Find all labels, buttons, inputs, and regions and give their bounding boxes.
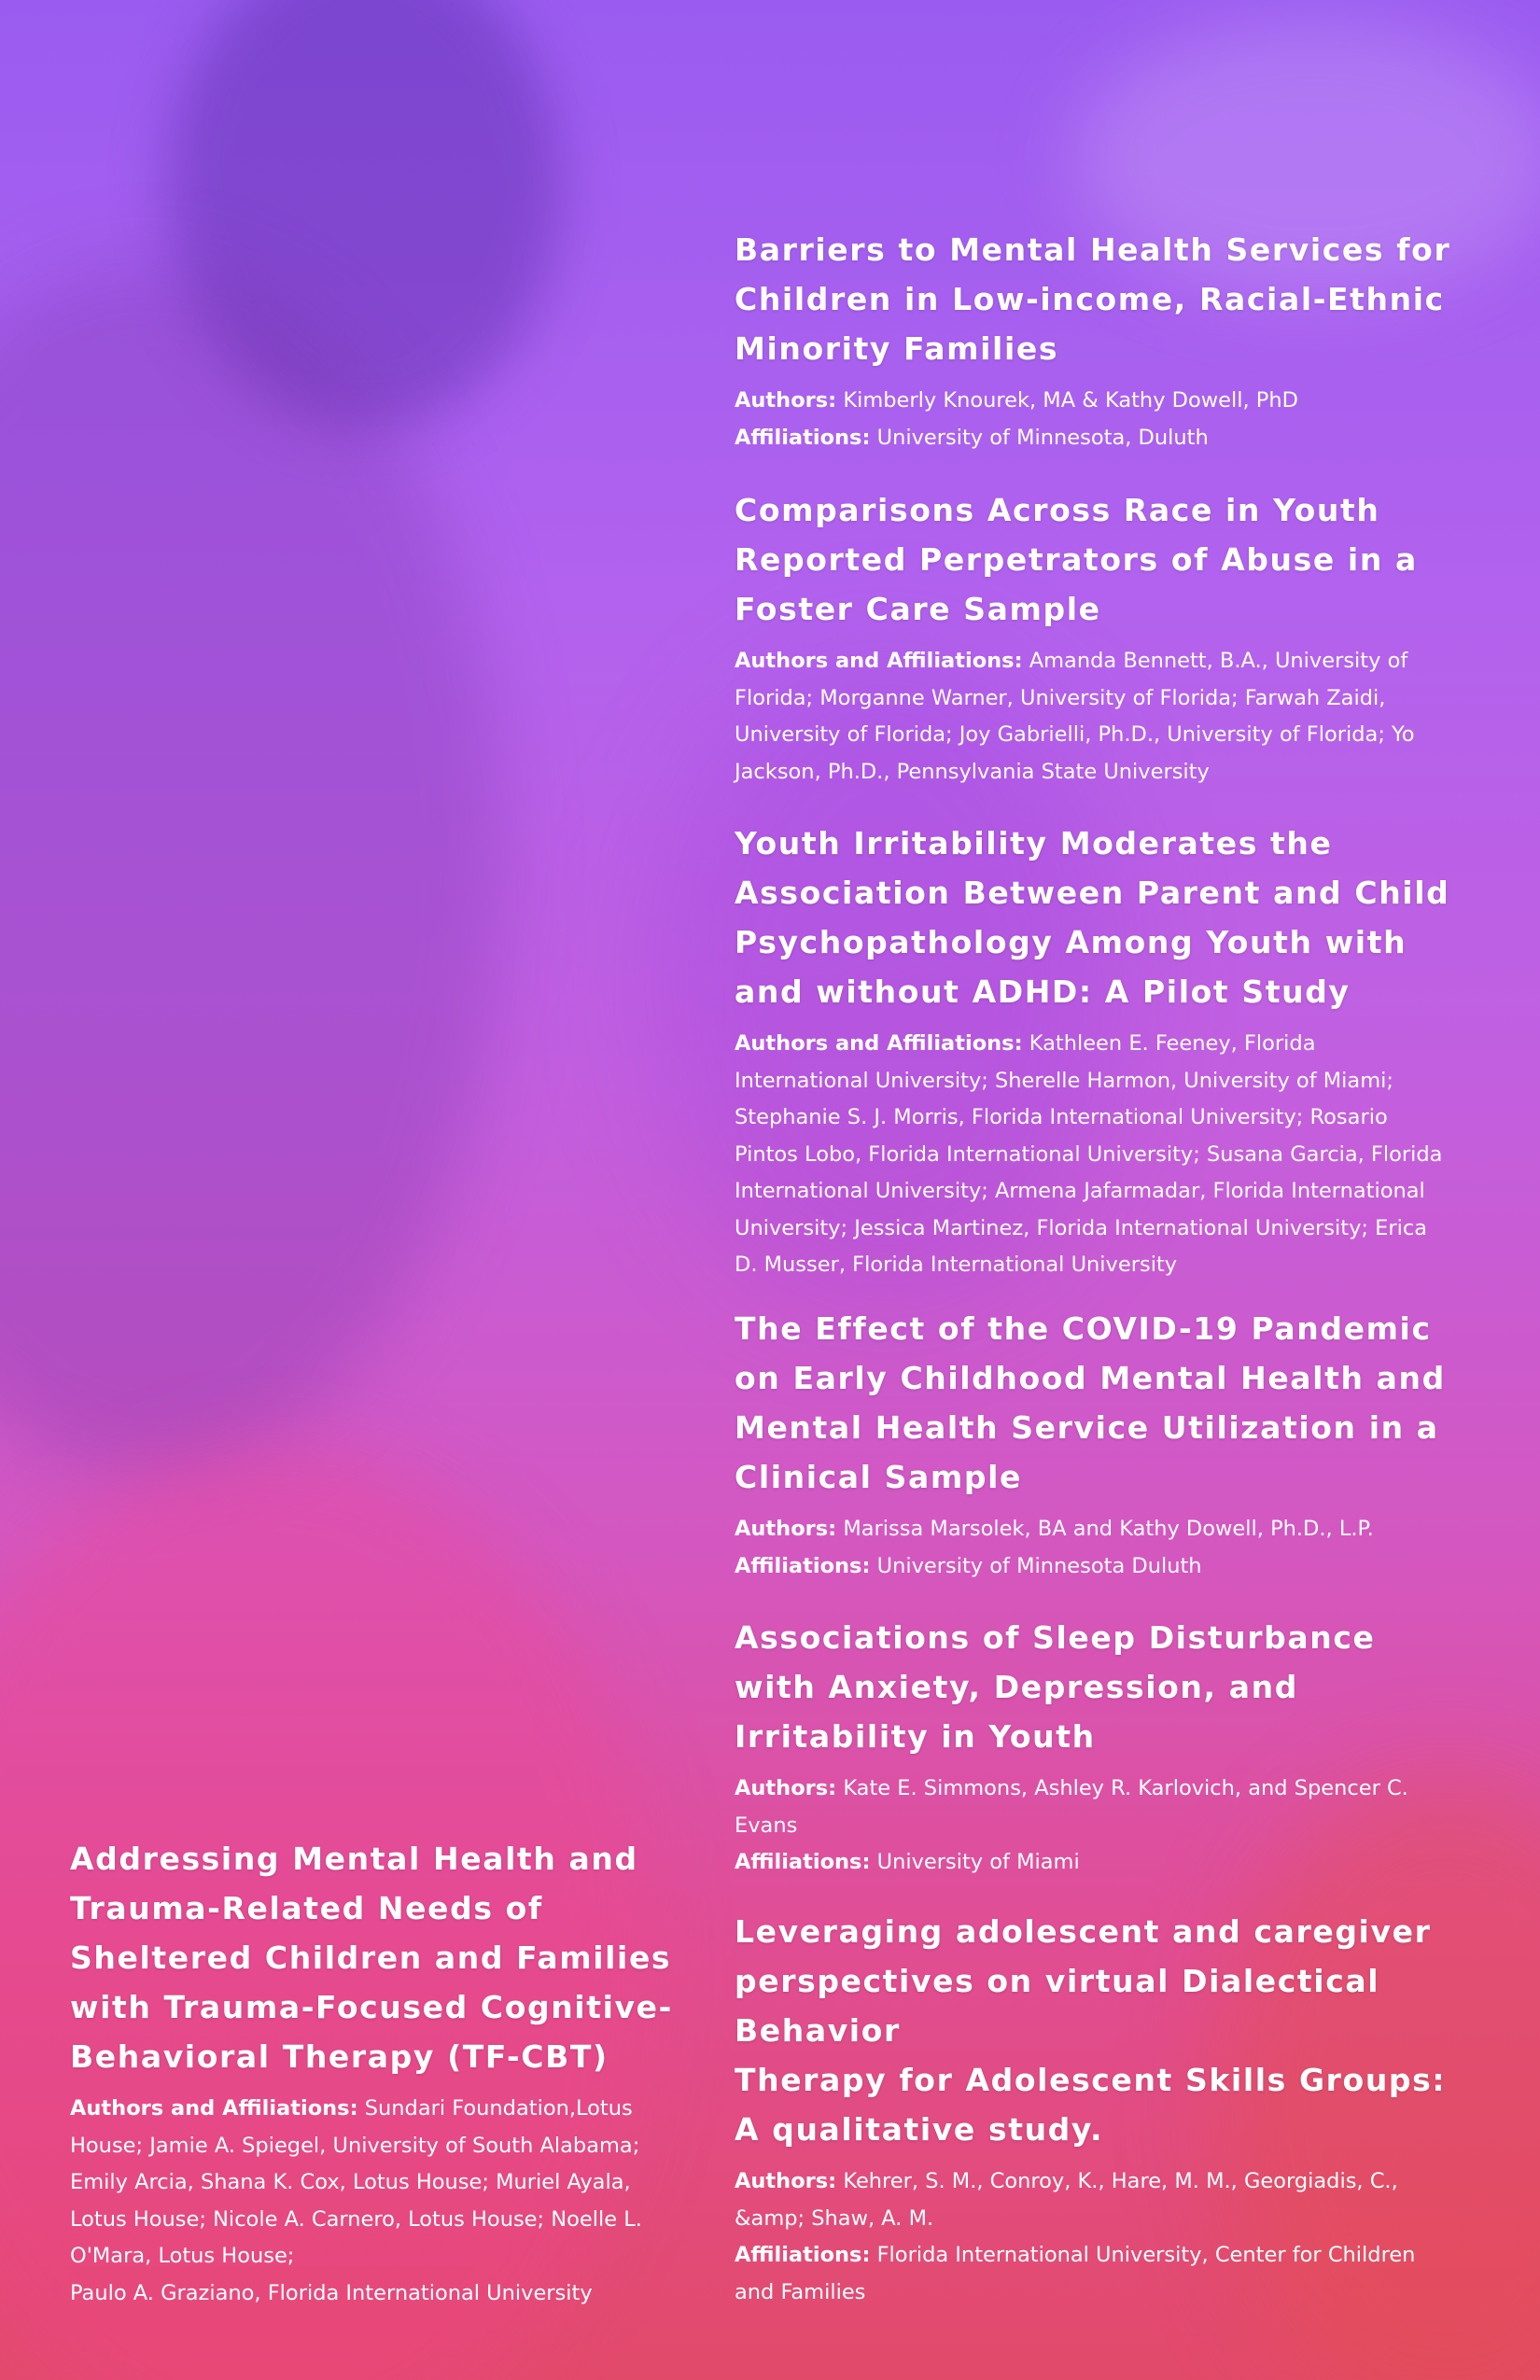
affiliations-label: Affiliations:	[735, 425, 871, 450]
authors-affiliations-text: Kathleen E. Feeney, Florida International University; Sherelle Harmon, University of Miami; Stephanie S. J. Morris, Florida International University; Rosario Pintos Lobo, Florida International University; Susana Garcia, Florida International University; Armena Jafarmadar, Florida International University; Jessica Martinez, Florida International University; Erica D. Musser, Florida International University	[735, 1031, 1443, 1277]
background-child-face	[0, 261, 504, 1475]
abstract-authors-affiliations	[735, 1026, 1453, 1284]
abstract-entry-2	[735, 485, 1453, 791]
authors-label: Authors:	[735, 388, 837, 413]
abstract-title: Addressing Mental Health and Trauma-Related Needs of Sheltered Children and Families with Trauma-Focused Cognitive-Behavioral Therapy (TF-CBT)	[70, 1841, 673, 2075]
authors-affiliations-text: Sundari Foundation,Lotus House; Jamie A. Spiegel, University of South Alabama; Emily Arcia, Shana K. Cox, Lotus House; Muriel Ayala, Lotus House; Nicole A. Carnero, Lotus House; Noelle L. O'Mara, Lotus House;	[70, 2096, 642, 2268]
abstract-title: The Effect of the COVID-19 Pandemic on Early Childhood Mental Health and Mental Health Service Utilization in a Clinical Sample	[735, 1310, 1446, 1495]
abstract-authors	[735, 2163, 1453, 2311]
abstract-authors	[735, 383, 1453, 456]
abstract-authors-affiliations	[70, 2091, 686, 2312]
authors-text: Kehrer, S. M., Conroy, K., Hare, M. M., Georgiadis, C., &amp; Shaw, A. M.	[735, 2169, 1398, 2231]
abstract-entry-1	[735, 225, 1453, 456]
abstract-title-line-2: Therapy for Adolescent Skills Groups: A qualitative study.	[735, 2062, 1447, 2148]
abstract-entry-6	[735, 1907, 1453, 2311]
authors-affiliations-text: Amanda Bennett, B.A., University of Florida; Morganne Warner, University of Florida; Farwah Zaidi, University of Florida; Joy Gabrielli, Ph.D., University of Florida; Yo Jackson, Ph.D., Pennsylvania State University	[735, 649, 1415, 784]
affiliations-text: Florida International University, Center for Children and Families	[735, 2243, 1416, 2304]
authors-label: Authors:	[735, 1776, 837, 1800]
authors-text: Marissa Marsolek, BA and Kathy Dowell, Ph.D., L.P.	[843, 1517, 1374, 1541]
abstract-entry-5	[735, 1613, 1453, 1882]
affiliations-label: Affiliations:	[735, 2243, 871, 2267]
authors-text: Kate E. Simmons, Ashley R. Karlovich, and Spencer C. Evans	[735, 1776, 1408, 1838]
abstract-title: Associations of Sleep Disturbance with Anxiety, Depression, and Irritability in Youth	[735, 1619, 1376, 1755]
abstract-title-line-1: Leveraging adolescent and caregiver perspectives on virtual Dialectical Behavior	[735, 1913, 1432, 2049]
abstract-authors	[735, 1511, 1453, 1585]
abstract-entry-4	[735, 1304, 1453, 1585]
abstract-entry-3	[735, 819, 1453, 1284]
affiliations-label: Affiliations:	[735, 1553, 871, 1578]
authors-affiliations-label: Authors and Affiliations:	[735, 1031, 1023, 1056]
abstract-title: Barriers to Mental Health Services for Children in Low-income, Racial-Ethnic Minority Families	[735, 231, 1451, 367]
authors-label: Authors:	[735, 1517, 837, 1541]
affiliations-label: Affiliations:	[735, 1850, 871, 1874]
affiliations-text: University of Miami	[876, 1850, 1080, 1874]
authors-affiliations-text-last: Paulo A. Graziano, Florida International University	[70, 2280, 593, 2305]
abstract-entry-left	[70, 1834, 686, 2312]
abstract-title: Comparisons Across Race in Youth Reported Perpetrators of Abuse in a Foster Care Sample	[735, 492, 1418, 627]
authors-text: Kimberly Knourek, MA & Kathy Dowell, PhD	[843, 388, 1298, 413]
authors-affiliations-label: Authors and Affiliations:	[70, 2096, 358, 2121]
abstract-title: Youth Irritability Moderates the Association Between Parent and Child Psychopathology Among Youth with and without ADHD: A Pilot Study	[735, 825, 1450, 1010]
authors-affiliations-label: Authors and Affiliations:	[735, 649, 1023, 673]
authors-label: Authors:	[735, 2169, 837, 2193]
abstract-title	[735, 1907, 1453, 2154]
abstract-authors	[735, 1771, 1453, 1882]
abstract-authors-affiliations	[735, 643, 1453, 791]
affiliations-text: University of Minnesota, Duluth	[876, 425, 1209, 450]
affiliations-text: University of Minnesota Duluth	[876, 1553, 1202, 1578]
